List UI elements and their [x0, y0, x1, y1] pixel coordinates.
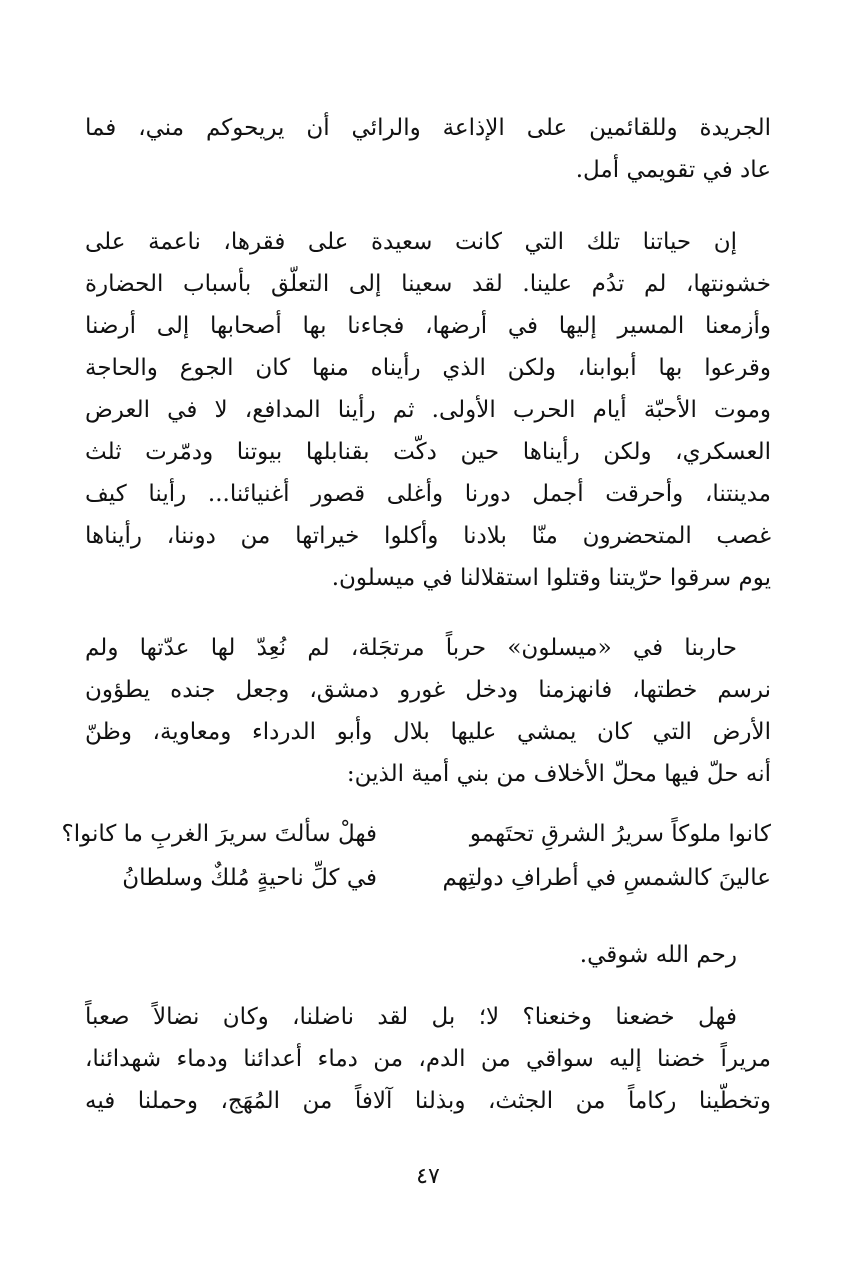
verse-second-hemistich: في كلِّ ناحيةٍ مُلكٌ وسلطانُ	[122, 865, 377, 891]
paragraph-line: عاد في تقويمي أمل.	[575, 157, 771, 183]
paragraph-line: العسكري، ولكن رأيناها حين دكّت بقنابلها بيوتنا ودمّرت ثلث	[85, 439, 771, 465]
paragraph-6	[85, 996, 771, 1122]
paragraph-line: مريراً خضنا إليه سواقي من الدم، من دماء أعدائنا ودماء شهدائنا،	[85, 1046, 771, 1072]
verse-line	[85, 856, 771, 900]
paragraph-line: خشونتها، لم تدُم علينا. لقد سعينا إلى التعلّق بأسباب الحضارة	[85, 271, 771, 297]
verse-first-hemistich: كانوا ملوكاً سريرُ الشرقِ تحتَهمو	[469, 821, 771, 847]
paragraph-line: يوم سرقوا حرّيتنا وقتلوا استقلالنا في ميسلون.	[331, 565, 771, 591]
paragraph-line: فهل خضعنا وخنعنا؟ لا؛ بل لقد ناضلنا، وكان نضالاً صعباً	[85, 1004, 737, 1030]
paragraph-5	[85, 934, 771, 976]
paragraph-line: غصب المتحضرون منّا بلادنا وأكلوا خيراتها من دوننا، رأيناها	[85, 523, 771, 549]
paragraph-line: إن حياتنا تلك التي كانت سعيدة على فقرها، ناعمة على	[85, 229, 737, 255]
paragraph-line: الأرض التي كان يمشي عليها بلال وأبو الدرداء ومعاوية، وظنّ	[85, 719, 771, 745]
paragraph-line: مدينتنا، وأحرقت أجمل دورنا وأغلى قصور أغنيائنا... رأينا كيف	[85, 481, 771, 507]
paragraph-line: وأزمعنا المسير إليها في أرضها، فجاءنا بها أصحابها إلى أرضنا	[85, 313, 771, 339]
paragraph-line: أنه حلّ فيها محلّ الأخلاف من بني أمية الذين:	[346, 761, 771, 787]
verse-line	[61, 812, 771, 856]
paragraph-line: نرسم خطتها، فانهزمنا ودخل غورو دمشق، وجعل جنده يطؤون	[85, 677, 771, 703]
paragraph-line: حاربنا في «ميسلون» حرباً مرتجَلة، لم نُعِدّ لها عدّتها ولم	[85, 635, 737, 661]
paragraph-line: وقرعوا بها أبوابنا، ولكن الذي رأيناه منها كان الجوع والحاجة	[85, 355, 771, 381]
paragraph-3	[85, 627, 771, 795]
poem-verses	[61, 812, 771, 900]
verse-second-hemistich: فهلْ سألتَ سريرَ الغربِ ما كانوا؟	[61, 821, 377, 847]
page-number: ٤٧	[416, 1164, 440, 1189]
paragraph-line: رحم الله شوقي.	[579, 942, 737, 968]
paragraph-line: وموت الأحبّة أيام الحرب الأولى. ثم رأينا المدافع، لا في العرض	[85, 397, 771, 423]
paragraph-line: وتخطّينا ركاماً من الجثث، وبذلنا آلافاً من المُهَج، وحملنا فيه	[85, 1088, 771, 1114]
paragraph-line: الجريدة وللقائمين على الإذاعة والرائي أن يريحوكم مني، فما	[85, 115, 771, 141]
paragraph-1	[85, 107, 771, 191]
paragraph-2	[85, 221, 771, 599]
verse-first-hemistich: عالينَ كالشمسِ في أطرافِ دولتِهم	[442, 865, 771, 891]
